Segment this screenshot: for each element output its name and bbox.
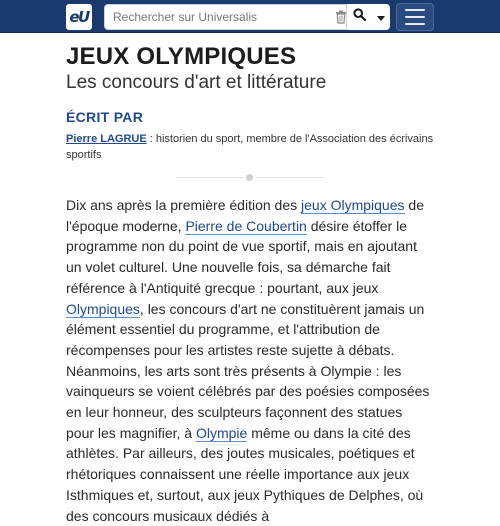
- body-text-segment: , les concours d'art ne constituèrent jamais un élément essentiel du programme, et l'attribution de récompenses pour les artistes reste sujette à débats. Néanmoins, les arts sont très présents à Olympie : les vainqueurs se voient célébrés par des poésies composées en leur honneur, des sculpteurs façonnent des statues pour les magnifier, à: [66, 300, 430, 441]
- search-input[interactable]: [105, 5, 329, 29]
- menu-bar: [405, 16, 425, 18]
- menu-bar: [405, 23, 425, 25]
- menu-bar: [405, 9, 425, 11]
- body-text-segment: de l'époque moderne,: [66, 197, 424, 234]
- author-description: : historien du sport, membre de l'Association des écrivains sportifs: [66, 133, 434, 161]
- body-text-segment: même ou dans la cité des athlètes. Par ailleurs, des joutes musicales, poétiques et rhétoriques connaissent une réelle importance aux jeux Isthmiques et, surtout, aux jeux Pythiques de Delphes, où des concours musicaux dédiés à: [66, 424, 424, 524]
- section-separator: [66, 169, 434, 185]
- article-title: JEUX OLYMPIQUES: [66, 43, 297, 70]
- body-text-segment: Dix ans après la première édition des: [66, 197, 302, 213]
- article-subtitle: Les concours d'art et littérature: [66, 72, 327, 93]
- top-navigation-bar: [0, 0, 500, 33]
- author-info: [66, 131, 434, 163]
- article-body: [66, 195, 434, 526]
- author-link[interactable]: Pierre LAGRUE: [66, 133, 147, 145]
- separator-dot: [246, 174, 253, 181]
- inline-article-link[interactable]: Olympiques: [66, 300, 140, 317]
- body-text-segment: désire étoffer le programme non du point de vue sportif, mais en ajoutant un volet culturel. Une nouvelle fois, sa démarche fait référence à l'Antiquité grecque : pourtant, aux jeux: [66, 217, 417, 296]
- inline-article-link[interactable]: Pierre de Coubertin: [185, 217, 307, 234]
- search-button[interactable]: [346, 4, 372, 30]
- inline-article-link[interactable]: jeux Olympiques: [301, 197, 405, 213]
- caret-down-icon: [377, 8, 385, 26]
- universalis-logo[interactable]: [66, 4, 92, 30]
- hamburger-menu-button[interactable]: [396, 3, 434, 31]
- inline-article-link[interactable]: Olympie: [195, 424, 248, 441]
- separator-line: [256, 177, 324, 178]
- search-options-dropdown[interactable]: [372, 4, 390, 30]
- search-icon: [353, 8, 366, 26]
- written-by-heading: ÉCRIT PAR: [66, 109, 144, 125]
- separator-line: [176, 177, 244, 178]
- article-content: [66, 42, 434, 526]
- logo-text: eU: [69, 8, 89, 26]
